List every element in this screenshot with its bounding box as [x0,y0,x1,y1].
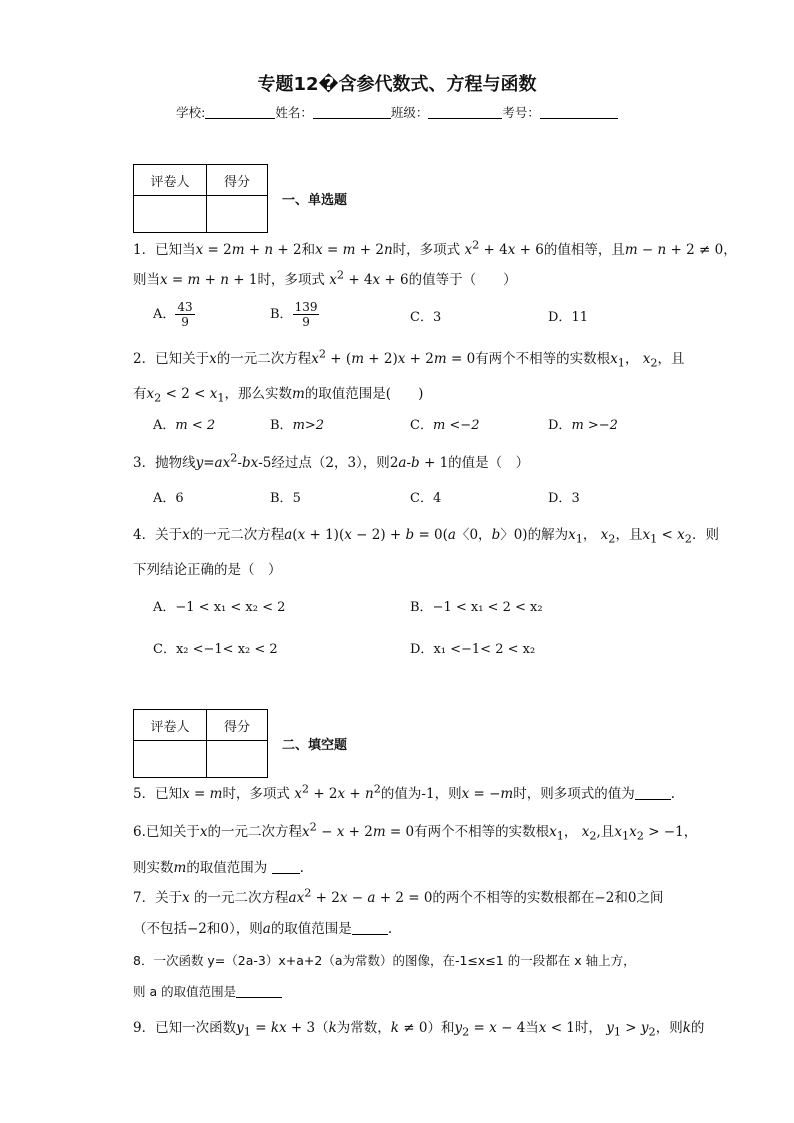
name-field[interactable] [313,106,391,119]
q2-option-c[interactable]: C．m <−2 [410,418,480,433]
q6-answer-blank[interactable] [272,861,300,874]
score-header: 得分 [207,710,268,741]
question-7-line-1: 7．关于x 的一元二次方程$ax^2 + 2x - a + 2 = 0$的两个不相等的实数根都在−2和0之间 [133,886,664,906]
name-label: 姓名： [275,105,313,120]
question-2-line-2: 有$x_2 < 2 < x_1$，那么实数m的取值范围是( ) [133,386,424,405]
question-1-line-1: 1．已知当x = 2m + n + 2和x = m + 2n时，多项式 $x^2 + 4x + 6$的值相等，且m − n + 2 ≠ 0， [133,238,737,258]
q3-option-b[interactable]: B．5 [270,491,301,506]
question-8-line-2: 则 a 的取值范围是 [133,982,282,1000]
grader-cell[interactable] [134,741,207,778]
grader-cell[interactable] [134,196,207,233]
question-4-line-2: 下列结论正确的是（ ） [133,562,282,578]
school-field[interactable] [205,106,275,119]
score-cell[interactable] [207,196,268,233]
q3-option-d[interactable]: D．3 [548,491,580,506]
score-table-1 [133,164,268,233]
class-field[interactable] [428,106,502,119]
question-3: 3．抛物线$y=ax^2-bx-5$经过点（2，3），则2a-b + 1的值是（ ） [133,451,530,471]
grader-header: 评卷人 [134,165,207,196]
section-title-fill-blank: 二、填空题 [282,738,348,753]
question-5: 5．已知x = m时，多项式 $x^2 + 2x + n^2$的值为-1，则x = −m时，则多项式的值为 . [133,782,676,802]
q8-answer-blank[interactable] [236,985,282,998]
page-title: 专题12�含参代数式、方程与函数 [257,74,537,95]
question-7-line-2: （不包括−2和0），则a的取值范围是 . [133,921,393,937]
section-title-single-choice: 一、单选题 [282,193,348,208]
question-2-line-1: 2．已知关于x的一元二次方程$x^2 + (m + 2)x + 2m = 0$有两个不相等的实数根$x_1$， $x_2$，且 [133,347,685,370]
q4-option-c[interactable]: C．x₂ <−1< x₂ < 2 [153,642,278,657]
q4-option-d[interactable]: D．x₁ <−1< 2 < x₂ [410,642,536,657]
q1-option-b[interactable]: B． $\frac{139}{9}$ [270,300,318,329]
score-cell[interactable] [207,741,268,778]
q3-option-c[interactable]: C．4 [410,491,442,506]
q2-option-b[interactable]: B．m>2 [270,418,325,433]
question-6-line-1: 6.已知关于x的一元二次方程$x^2 - x + 2m = 0$有两个不相等的实数根$x_1$， $x_2$,且$x_1x_2 > -1$， [133,820,698,843]
score-table-2 [133,709,268,778]
q1-option-d[interactable]: D．11 [548,310,588,325]
question-9: 9．已知一次函数$y_1$ = kx + 3（k为常数，k ≠ 0）和$y_2 = x - 4$当x < 1时， $y_1 > y_2$，则k的 [133,1020,705,1039]
q1-option-c[interactable]: C．3 [410,310,442,325]
exam-no-label: 考号： [502,105,540,120]
question-6-line-2: 则实数m的取值范围为 . [133,860,304,876]
q2-option-d[interactable]: D．m >−2 [548,418,618,433]
question-1-line-2: 则当x = m + n + 1时，多项式 $x^2 + 4x + 6$的值等于（ ） [133,268,517,288]
exam-no-field[interactable] [540,106,618,119]
score-header: 得分 [207,165,268,196]
question-4-line-1: 4．关于x的一元二次方程a(x + 1)(x − 2) + b = 0(a〈0，b〉0)的解为$x_1$， $x_2$，且$x_1 < x_2$．则 [133,527,719,546]
school-label: 学校: [176,105,206,120]
q1-option-a[interactable]: A． $\frac{43}{9}$ [153,300,193,329]
q4-option-a[interactable]: A．−1 < x₁ < x₂ < 2 [153,600,286,615]
grader-header: 评卷人 [134,710,207,741]
question-8-line-1: 8．一次函数 y=（2a-3）x+a+2（a为常数）的图像，在-1≤x≤1 的一段都在 x 轴上方， [133,953,636,968]
q2-option-a[interactable]: A．m < 2 [153,418,216,433]
q7-answer-blank[interactable] [352,922,388,935]
q3-option-a[interactable]: A．6 [153,491,184,506]
q4-option-b[interactable]: B．−1 < x₁ < 2 < x₂ [410,600,543,615]
q5-answer-blank[interactable] [635,787,671,800]
student-info-line [0,103,794,121]
class-label: 班级： [390,105,429,120]
